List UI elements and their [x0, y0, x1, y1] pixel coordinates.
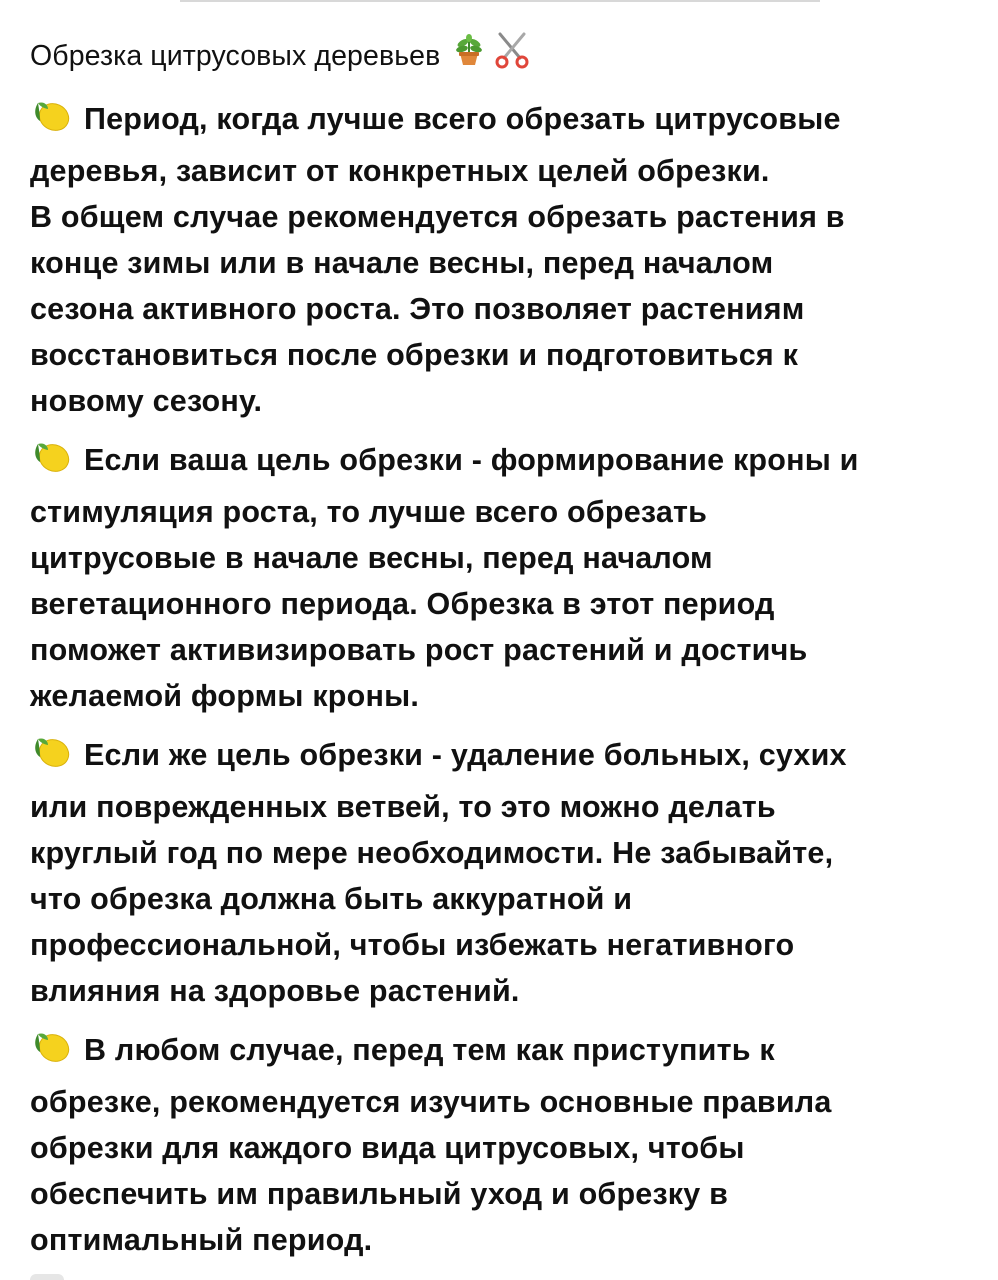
paragraph-1-line-4: конце зимы или в начале весны, перед началом — [30, 246, 774, 280]
paragraph-3-line-2: или поврежденных ветвей, то это можно делать — [30, 790, 776, 824]
paragraph-1 — [30, 95, 962, 424]
paragraph-1-line-7: новому сезону. — [30, 384, 263, 418]
paragraph-1-line-5: сезона активного роста. Это позволяет растениям — [30, 292, 805, 326]
paragraph-4-line-1: В любом случае, перед тем как приступить к — [84, 1033, 775, 1067]
scissors-icon — [492, 30, 532, 81]
lemon-icon — [30, 436, 72, 489]
paragraph-1-line-2: деревья, зависит от конкретных целей обрезки. — [30, 154, 770, 188]
paragraph-4-line-4: обеспечить им правильный уход и обрезку в — [30, 1177, 729, 1211]
paragraph-2-line-5: поможет активизировать рост растений и достичь — [30, 633, 808, 667]
paragraph-1-line-1: Период, когда лучше всего обрезать цитрусовые — [84, 102, 841, 136]
paragraph-3-line-6: влияния на здоровье растений. — [30, 974, 520, 1008]
paragraph-3-line-1: Если же цель обрезки - удаление больных, сухих — [84, 738, 847, 772]
potted-plant-icon — [452, 33, 486, 78]
next-bullet-peek — [30, 1274, 64, 1280]
lemon-icon — [30, 1026, 72, 1079]
paragraph-3 — [30, 731, 962, 1014]
paragraph-3-line-3: круглый год по мере необходимости. Не забывайте, — [30, 836, 834, 870]
title-icons — [452, 30, 532, 81]
paragraph-2-line-2: стимуляция роста, то лучше всего обрезать — [30, 495, 708, 529]
paragraph-4-line-5: оптимальный период. — [30, 1223, 373, 1257]
paragraph-3-line-4: что обрезка должна быть аккуратной и — [30, 882, 633, 916]
paragraph-2-line-4: вегетационного периода. Обрезка в этот период — [30, 587, 775, 621]
top-divider — [180, 0, 820, 2]
paragraph-2-line-6: желаемой формы кроны. — [30, 679, 419, 713]
paragraph-1-line-6: восстановиться после обрезки и подготовиться к — [30, 338, 799, 372]
paragraph-2 — [30, 436, 962, 719]
paragraph-4-line-3: обрезки для каждого вида цитрусовых, чтобы — [30, 1131, 745, 1165]
post-title-text: Обрезка цитрусовых деревьев — [30, 39, 441, 72]
paragraph-3-line-5: профессиональной, чтобы избежать негативного — [30, 928, 795, 962]
post-title — [30, 30, 962, 81]
paragraph-2-line-3: цитрусовые в начале весны, перед началом — [30, 541, 713, 575]
lemon-icon — [30, 95, 72, 148]
paragraph-1-line-3: В общем случае рекомендуется обрезать растения в — [30, 200, 845, 234]
paragraph-4-line-2: обрезке, рекомендуется изучить основные правила — [30, 1085, 832, 1119]
lemon-icon — [30, 731, 72, 784]
paragraph-2-line-1: Если ваша цель обрезки - формирование кроны и — [84, 443, 859, 477]
paragraph-4 — [30, 1026, 962, 1263]
